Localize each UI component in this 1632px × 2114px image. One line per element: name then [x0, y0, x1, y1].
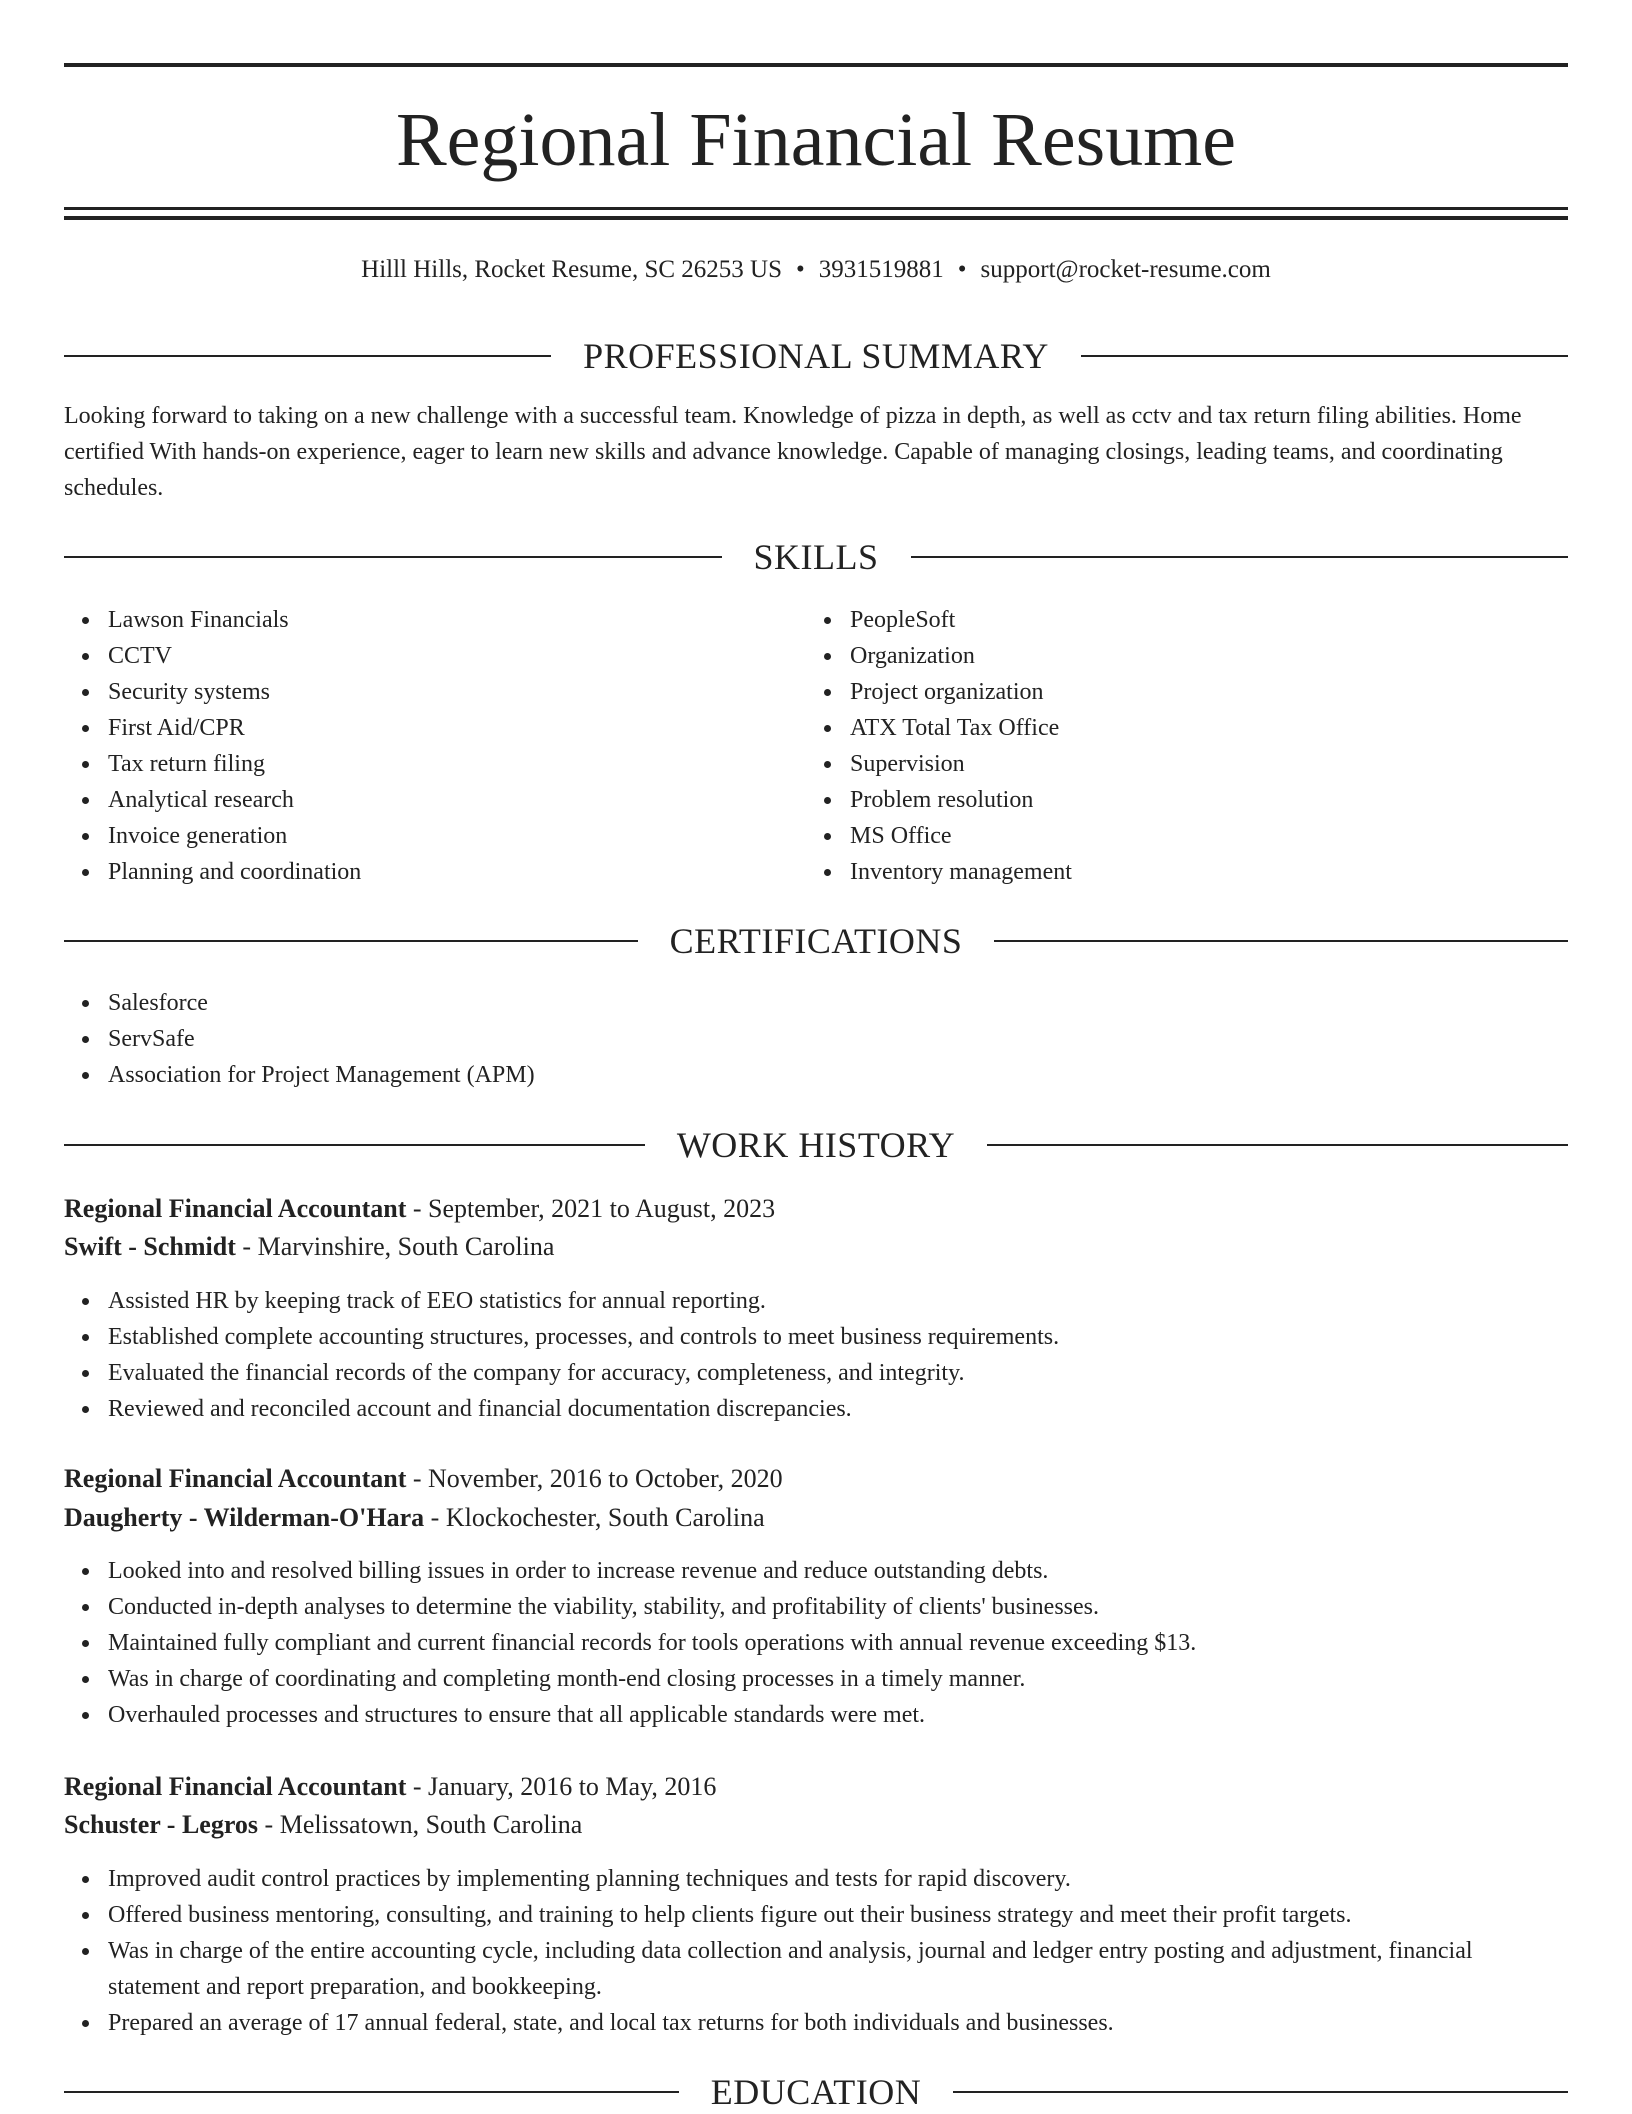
job-company-line [64, 1228, 1568, 1266]
dash: - [406, 1194, 429, 1223]
list-item: Salesforce [108, 985, 1568, 1021]
job-dates: November, 2016 to October, 2020 [428, 1464, 783, 1493]
contact-phone: 3931519881 [818, 256, 944, 283]
section-rule [64, 940, 638, 942]
job-bullets [64, 1283, 1568, 1427]
section-rule [64, 355, 551, 357]
section-rule [987, 1144, 1568, 1146]
dash: - [235, 1232, 258, 1261]
list-item: Evaluated the financial records of the company for accuracy, completeness, and integrity. [108, 1355, 1568, 1391]
list-item: Reviewed and reconciled account and financial documentation discrepancies. [108, 1391, 1568, 1427]
list-item: Tax return filing [108, 746, 808, 782]
job-location: Marvinshire, South Carolina [257, 1232, 555, 1261]
list-item: CCTV [108, 638, 808, 674]
skills-list-left [64, 602, 808, 890]
list-item: Offered business mentoring, consulting, and training to help clients figure out their business strategy and meet their profit targets. [108, 1897, 1568, 1933]
list-item: Was in charge of the entire accounting cycle, including data collection and analysis, journal and ledger entry posting and adjustment, financial statement and report preparation, and bookkeeping. [108, 1933, 1568, 2005]
list-item: Lawson Financials [108, 602, 808, 638]
top-rule [64, 63, 1568, 67]
list-item: Organization [850, 638, 1550, 674]
job-bullets [64, 1553, 1568, 1733]
contact-line [64, 252, 1568, 288]
list-item: Security systems [108, 674, 808, 710]
job-dates: September, 2021 to August, 2023 [428, 1194, 776, 1223]
job-company: Daugherty - Wilderman-O'Hara [64, 1503, 425, 1532]
list-item: Prepared an average of 17 annual federal, state, and local tax returns for both individuals and businesses. [108, 2005, 1568, 2041]
list-item: Established complete accounting structures, processes, and controls to meet business requirements. [108, 1319, 1568, 1355]
list-item: Problem resolution [850, 782, 1550, 818]
job-title-line [64, 1460, 1568, 1498]
job-bullets [64, 1861, 1568, 2041]
list-item: Inventory management [850, 854, 1550, 890]
list-item: Invoice generation [108, 818, 808, 854]
job-title-line [64, 1768, 1568, 1806]
contact-separator: • [796, 256, 805, 283]
section-title-skills: SKILLS [753, 537, 879, 577]
title-double-rule [64, 207, 1568, 220]
dash: - [406, 1772, 429, 1801]
dash: - [406, 1464, 429, 1493]
list-item: Supervision [850, 746, 1550, 782]
list-item: ServSafe [108, 1021, 1568, 1057]
section-rule [1081, 355, 1568, 357]
skills-list-right [806, 602, 1550, 890]
contact-email: support@rocket-resume.com [980, 256, 1271, 283]
job-location: Klockochester, South Carolina [445, 1503, 765, 1532]
list-item: Was in charge of coordinating and completing month-end closing processes in a timely manner. [108, 1661, 1568, 1697]
summary-text: Looking forward to taking on a new challenge with a successful team. Knowledge of pizza in depth, as well as cctv and tax return filing abilities. Home certified With hands-on experience, eager to learn new skills and advance knowledge. Capable of managing closings, leading teams, and coordinating schedules. [64, 403, 1522, 501]
job-title-line [64, 1190, 1568, 1228]
section-rule [64, 2091, 679, 2093]
list-item: Association for Project Management (APM) [108, 1057, 1568, 1093]
section-title-summary: PROFESSIONAL SUMMARY [583, 336, 1049, 376]
certifications-list [64, 985, 1568, 1093]
section-rule [953, 2091, 1568, 2093]
resume-title: Regional Financial Resume [395, 98, 1237, 182]
list-item: Improved audit control practices by implementing planning techniques and tests for rapid discovery. [108, 1861, 1568, 1897]
section-header-certifications [64, 919, 1568, 963]
section-title-certifications: CERTIFICATIONS [669, 921, 963, 961]
job-title: Regional Financial Accountant [64, 1464, 407, 1493]
section-header-education [64, 2070, 1568, 2114]
list-item: Maintained fully compliant and current financial records for tools operations with annual revenue exceeding $13. [108, 1625, 1568, 1661]
job-company: Swift - Schmidt [64, 1232, 236, 1261]
job-title: Regional Financial Accountant [64, 1772, 407, 1801]
section-rule [64, 1144, 645, 1146]
section-title-work-history: WORK HISTORY [676, 1125, 956, 1165]
job-dates: January, 2016 to May, 2016 [428, 1772, 717, 1801]
list-item: Planning and coordination [108, 854, 808, 890]
list-item: Conducted in-depth analyses to determine the viability, stability, and profitability of clients' businesses. [108, 1589, 1568, 1625]
list-item: First Aid/CPR [108, 710, 808, 746]
list-item: MS Office [850, 818, 1550, 854]
job-company-line [64, 1499, 1568, 1537]
job-location: Melissatown, South Carolina [279, 1810, 583, 1839]
list-item: Project organization [850, 674, 1550, 710]
dash: - [424, 1503, 446, 1532]
job-company-line [64, 1806, 1568, 1844]
contact-separator: • [957, 256, 967, 283]
list-item: ATX Total Tax Office [850, 710, 1550, 746]
job-title: Regional Financial Accountant [64, 1194, 407, 1223]
section-header-work-history [64, 1123, 1568, 1167]
dash: - [258, 1810, 280, 1839]
section-rule [64, 556, 722, 558]
section-title-education: EDUCATION [710, 2072, 922, 2112]
list-item: PeopleSoft [850, 602, 1550, 638]
list-item: Looked into and resolved billing issues in order to increase revenue and reduce outstanding debts. [108, 1553, 1568, 1589]
list-item: Analytical research [108, 782, 808, 818]
list-item: Overhauled processes and structures to ensure that all applicable standards were met. [108, 1697, 1568, 1733]
job-company: Schuster - Legros [64, 1810, 259, 1839]
section-rule [994, 940, 1568, 942]
section-header-summary [64, 334, 1568, 378]
list-item: Assisted HR by keeping track of EEO statistics for annual reporting. [108, 1283, 1568, 1319]
section-header-skills [64, 535, 1568, 579]
section-rule [911, 556, 1569, 558]
contact-address: Hilll Hills, Rocket Resume, SC 26253 US [361, 256, 783, 283]
